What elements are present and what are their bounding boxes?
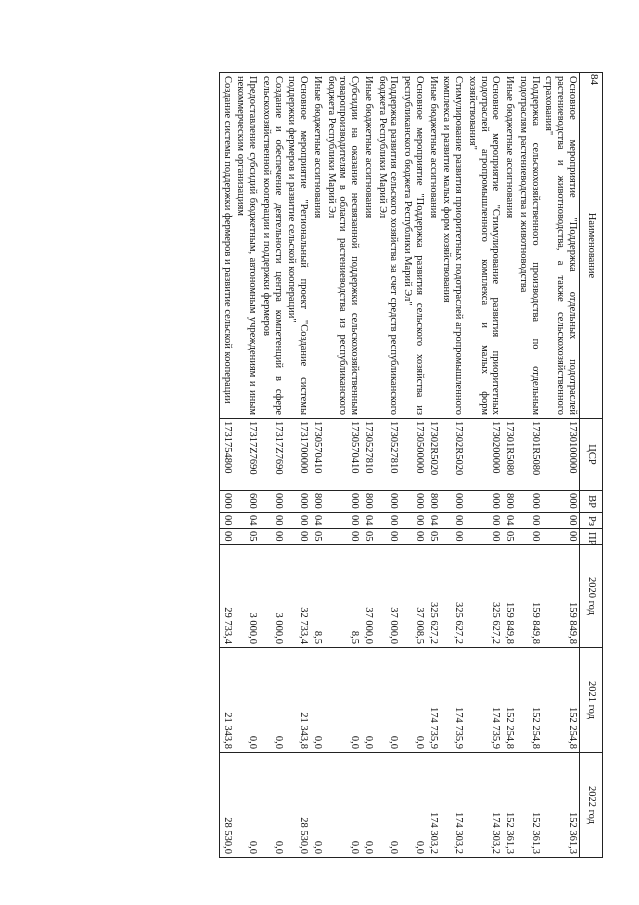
cell-csr: 1730527810 (361, 419, 375, 491)
cell-2021: 152 254,8 (542, 648, 580, 753)
cell-vr: 800 (361, 491, 375, 513)
table-row (310, 73, 324, 858)
cell-rz: 00 (465, 513, 502, 529)
cell-csr: 1730500000 (401, 419, 427, 491)
cell-pr: 05 (503, 529, 517, 545)
cell-rz: 04 (426, 513, 440, 529)
cell-pr: 00 (440, 529, 466, 545)
cell-2022: 0,0 (401, 753, 427, 858)
cell-name: Иные бюджетные ассигнования (503, 73, 517, 419)
cell-2022: 0,0 (259, 753, 285, 858)
cell-name: Предоставление субсидий бюджетным, автономным учреждениям и иным некоммерческим организациям (234, 73, 260, 419)
cell-2020: 8,5 (324, 545, 361, 648)
cell-csr: 1731700000 (285, 419, 311, 491)
cell-2022: 174 303,2 (440, 753, 466, 858)
cell-2021: 0,0 (361, 648, 375, 753)
cell-csr: 1731754800 (220, 419, 234, 491)
cell-csr: 1730527810 (375, 419, 401, 491)
table-row (503, 73, 517, 858)
cell-vr: 000 (465, 491, 502, 513)
cell-2020: 37 008,5 (401, 545, 427, 648)
header-2021: 2021 год (580, 648, 603, 753)
cell-vr: 600 (234, 491, 260, 513)
cell-2020: 325 627,2 (440, 545, 466, 648)
header-csr: ЦСР (580, 419, 603, 491)
cell-name: Стимулирование развития приоритетных подотраслей агропромышленного комплекса и развитие малых форм хозяйствования (440, 73, 466, 419)
table-row (234, 73, 260, 858)
cell-2021: 174 735,9 (440, 648, 466, 753)
cell-2021: 0,0 (375, 648, 401, 753)
budget-table (219, 72, 603, 858)
cell-name: Создание системы поддержки фермеров и развитие сельской кооперации (220, 73, 234, 419)
table-row (516, 73, 542, 858)
cell-2022: 0,0 (310, 753, 324, 858)
table-row (324, 73, 361, 858)
cell-2021: 0,0 (234, 648, 260, 753)
table-row (465, 73, 502, 858)
cell-2020: 325 627,2 (465, 545, 502, 648)
cell-rz: 00 (324, 513, 361, 529)
cell-2022: 28 530,0 (285, 753, 311, 858)
cell-pr: 00 (259, 529, 285, 545)
cell-2022: 174 303,2 (465, 753, 502, 858)
page-number: 84 (588, 74, 600, 85)
cell-pr: 05 (361, 529, 375, 545)
cell-pr: 05 (234, 529, 260, 545)
header-2020: 2020 год (580, 545, 603, 648)
cell-2020: 3 000,0 (234, 545, 260, 648)
cell-pr: 00 (285, 529, 311, 545)
cell-2022: 152 361,3 (516, 753, 542, 858)
cell-2022: 152 361,3 (542, 753, 580, 858)
cell-rz: 04 (310, 513, 324, 529)
cell-2020: 37 000,0 (361, 545, 375, 648)
cell-csr: 1730100000 (542, 419, 580, 491)
cell-rz: 00 (401, 513, 427, 529)
cell-vr: 800 (310, 491, 324, 513)
table-row (259, 73, 285, 858)
cell-pr: 05 (426, 529, 440, 545)
cell-2022: 0,0 (234, 753, 260, 858)
cell-csr: 17302R5020 (426, 419, 440, 491)
rotated-table-wrapper (93, 72, 603, 857)
table-header-row (580, 73, 603, 858)
cell-vr: 000 (401, 491, 427, 513)
cell-csr: 1730570410 (310, 419, 324, 491)
cell-2020: 159 849,8 (516, 545, 542, 648)
cell-rz: 04 (234, 513, 260, 529)
cell-2020: 159 849,8 (542, 545, 580, 648)
cell-2022: 152 361,3 (503, 753, 517, 858)
cell-vr: 000 (516, 491, 542, 513)
cell-csr: 17301R5080 (503, 419, 517, 491)
cell-vr: 000 (285, 491, 311, 513)
cell-vr: 800 (426, 491, 440, 513)
cell-2021: 152 254,8 (516, 648, 542, 753)
cell-pr: 00 (324, 529, 361, 545)
cell-csr: 17317Z7690 (234, 419, 260, 491)
cell-name: Основное мероприятие "Поддержка отдельных подотраслей растениеводства и животноводства, а также сельскохозяйственного страхования" (542, 73, 580, 419)
cell-vr: 800 (503, 491, 517, 513)
cell-2020: 8,5 (310, 545, 324, 648)
cell-vr: 000 (375, 491, 401, 513)
cell-name: Основное мероприятие "Поддержка развития сельского хозяйства из республиканского бюджета Республики Марий Эл" (401, 73, 427, 419)
cell-2022: 0,0 (324, 753, 361, 858)
cell-rz: 04 (503, 513, 517, 529)
cell-2020: 3 000,0 (259, 545, 285, 648)
cell-pr: 00 (401, 529, 427, 545)
cell-2022: 28 530,0 (220, 753, 234, 858)
cell-2020: 159 849,8 (503, 545, 517, 648)
cell-rz: 00 (375, 513, 401, 529)
cell-vr: 000 (259, 491, 285, 513)
cell-2021: 0,0 (401, 648, 427, 753)
cell-rz: 00 (516, 513, 542, 529)
cell-2021: 0,0 (259, 648, 285, 753)
table-body (220, 73, 580, 858)
cell-name: Основное мероприятие "Региональный проект "Создание системы поддержки фермеров и развитие сельской кооперации" (285, 73, 311, 419)
cell-csr: 17301R5080 (516, 419, 542, 491)
cell-2020: 29 733,4 (220, 545, 234, 648)
cell-2021: 152 254,8 (503, 648, 517, 753)
cell-rz: 04 (361, 513, 375, 529)
cell-vr: 000 (324, 491, 361, 513)
cell-2020: 32 733,4 (285, 545, 311, 648)
header-2022: 2022 год (580, 753, 603, 858)
table-row (401, 73, 427, 858)
table-row (426, 73, 440, 858)
cell-rz: 00 (285, 513, 311, 529)
cell-csr: 17302R5020 (440, 419, 466, 491)
cell-name: Субсидии на оказание несвязанной поддержки сельскохозяйственным товаропроизводителям в области растениеводства из республиканского бюджета Республики Марий Эл (324, 73, 361, 419)
header-rz: Рз (580, 513, 603, 529)
cell-2021: 0,0 (310, 648, 324, 753)
cell-name: Основное мероприятие "Стимулирование развития приоритетных подотраслей агропромышленного комплекса и малых форм хозяйствования" (465, 73, 502, 419)
cell-2021: 21 343,8 (285, 648, 311, 753)
table-row (361, 73, 375, 858)
cell-2022: 0,0 (361, 753, 375, 858)
cell-2020: 37 000,0 (375, 545, 401, 648)
cell-name: Иные бюджетные ассигнования (426, 73, 440, 419)
cell-rz: 00 (542, 513, 580, 529)
cell-csr: 17317Z7690 (259, 419, 285, 491)
cell-vr: 000 (220, 491, 234, 513)
table-row (440, 73, 466, 858)
cell-rz: 00 (220, 513, 234, 529)
table-row (375, 73, 401, 858)
header-pr: ПР (580, 529, 603, 545)
cell-pr: 00 (465, 529, 502, 545)
cell-name: Создание и обеспечение деятельности центра компетенций в сфере сельскохозяйственной кооперации и поддержки фермеров (259, 73, 285, 419)
cell-vr: 000 (542, 491, 580, 513)
cell-2021: 174 735,9 (465, 648, 502, 753)
cell-name: Иные бюджетные ассигнования (361, 73, 375, 419)
cell-csr: 1730570410 (324, 419, 361, 491)
cell-name: Иные бюджетные ассигнования (310, 73, 324, 419)
header-name: Наименование (580, 73, 603, 419)
cell-csr: 1730200000 (465, 419, 502, 491)
table-row (220, 73, 234, 858)
table-row (542, 73, 580, 858)
cell-2021: 174 735,9 (426, 648, 440, 753)
table-row (285, 73, 311, 858)
cell-pr: 00 (516, 529, 542, 545)
cell-rz: 00 (440, 513, 466, 529)
cell-vr: 000 (440, 491, 466, 513)
header-vr: ВР (580, 491, 603, 513)
cell-2020: 325 627,2 (426, 545, 440, 648)
cell-pr: 05 (310, 529, 324, 545)
cell-2021: 21 343,8 (220, 648, 234, 753)
cell-pr: 00 (375, 529, 401, 545)
cell-rz: 00 (259, 513, 285, 529)
cell-2022: 174 303,2 (426, 753, 440, 858)
cell-pr: 00 (220, 529, 234, 545)
cell-2021: 0,0 (324, 648, 361, 753)
cell-name: Поддержка сельскохозяйственного производства по отдельным подотраслям растениеводства и животноводства (516, 73, 542, 419)
cell-2022: 0,0 (375, 753, 401, 858)
cell-pr: 00 (542, 529, 580, 545)
cell-name: Поддержка развития сельского хозяйства за счет средств республиканского бюджета Республики Марий Эл (375, 73, 401, 419)
